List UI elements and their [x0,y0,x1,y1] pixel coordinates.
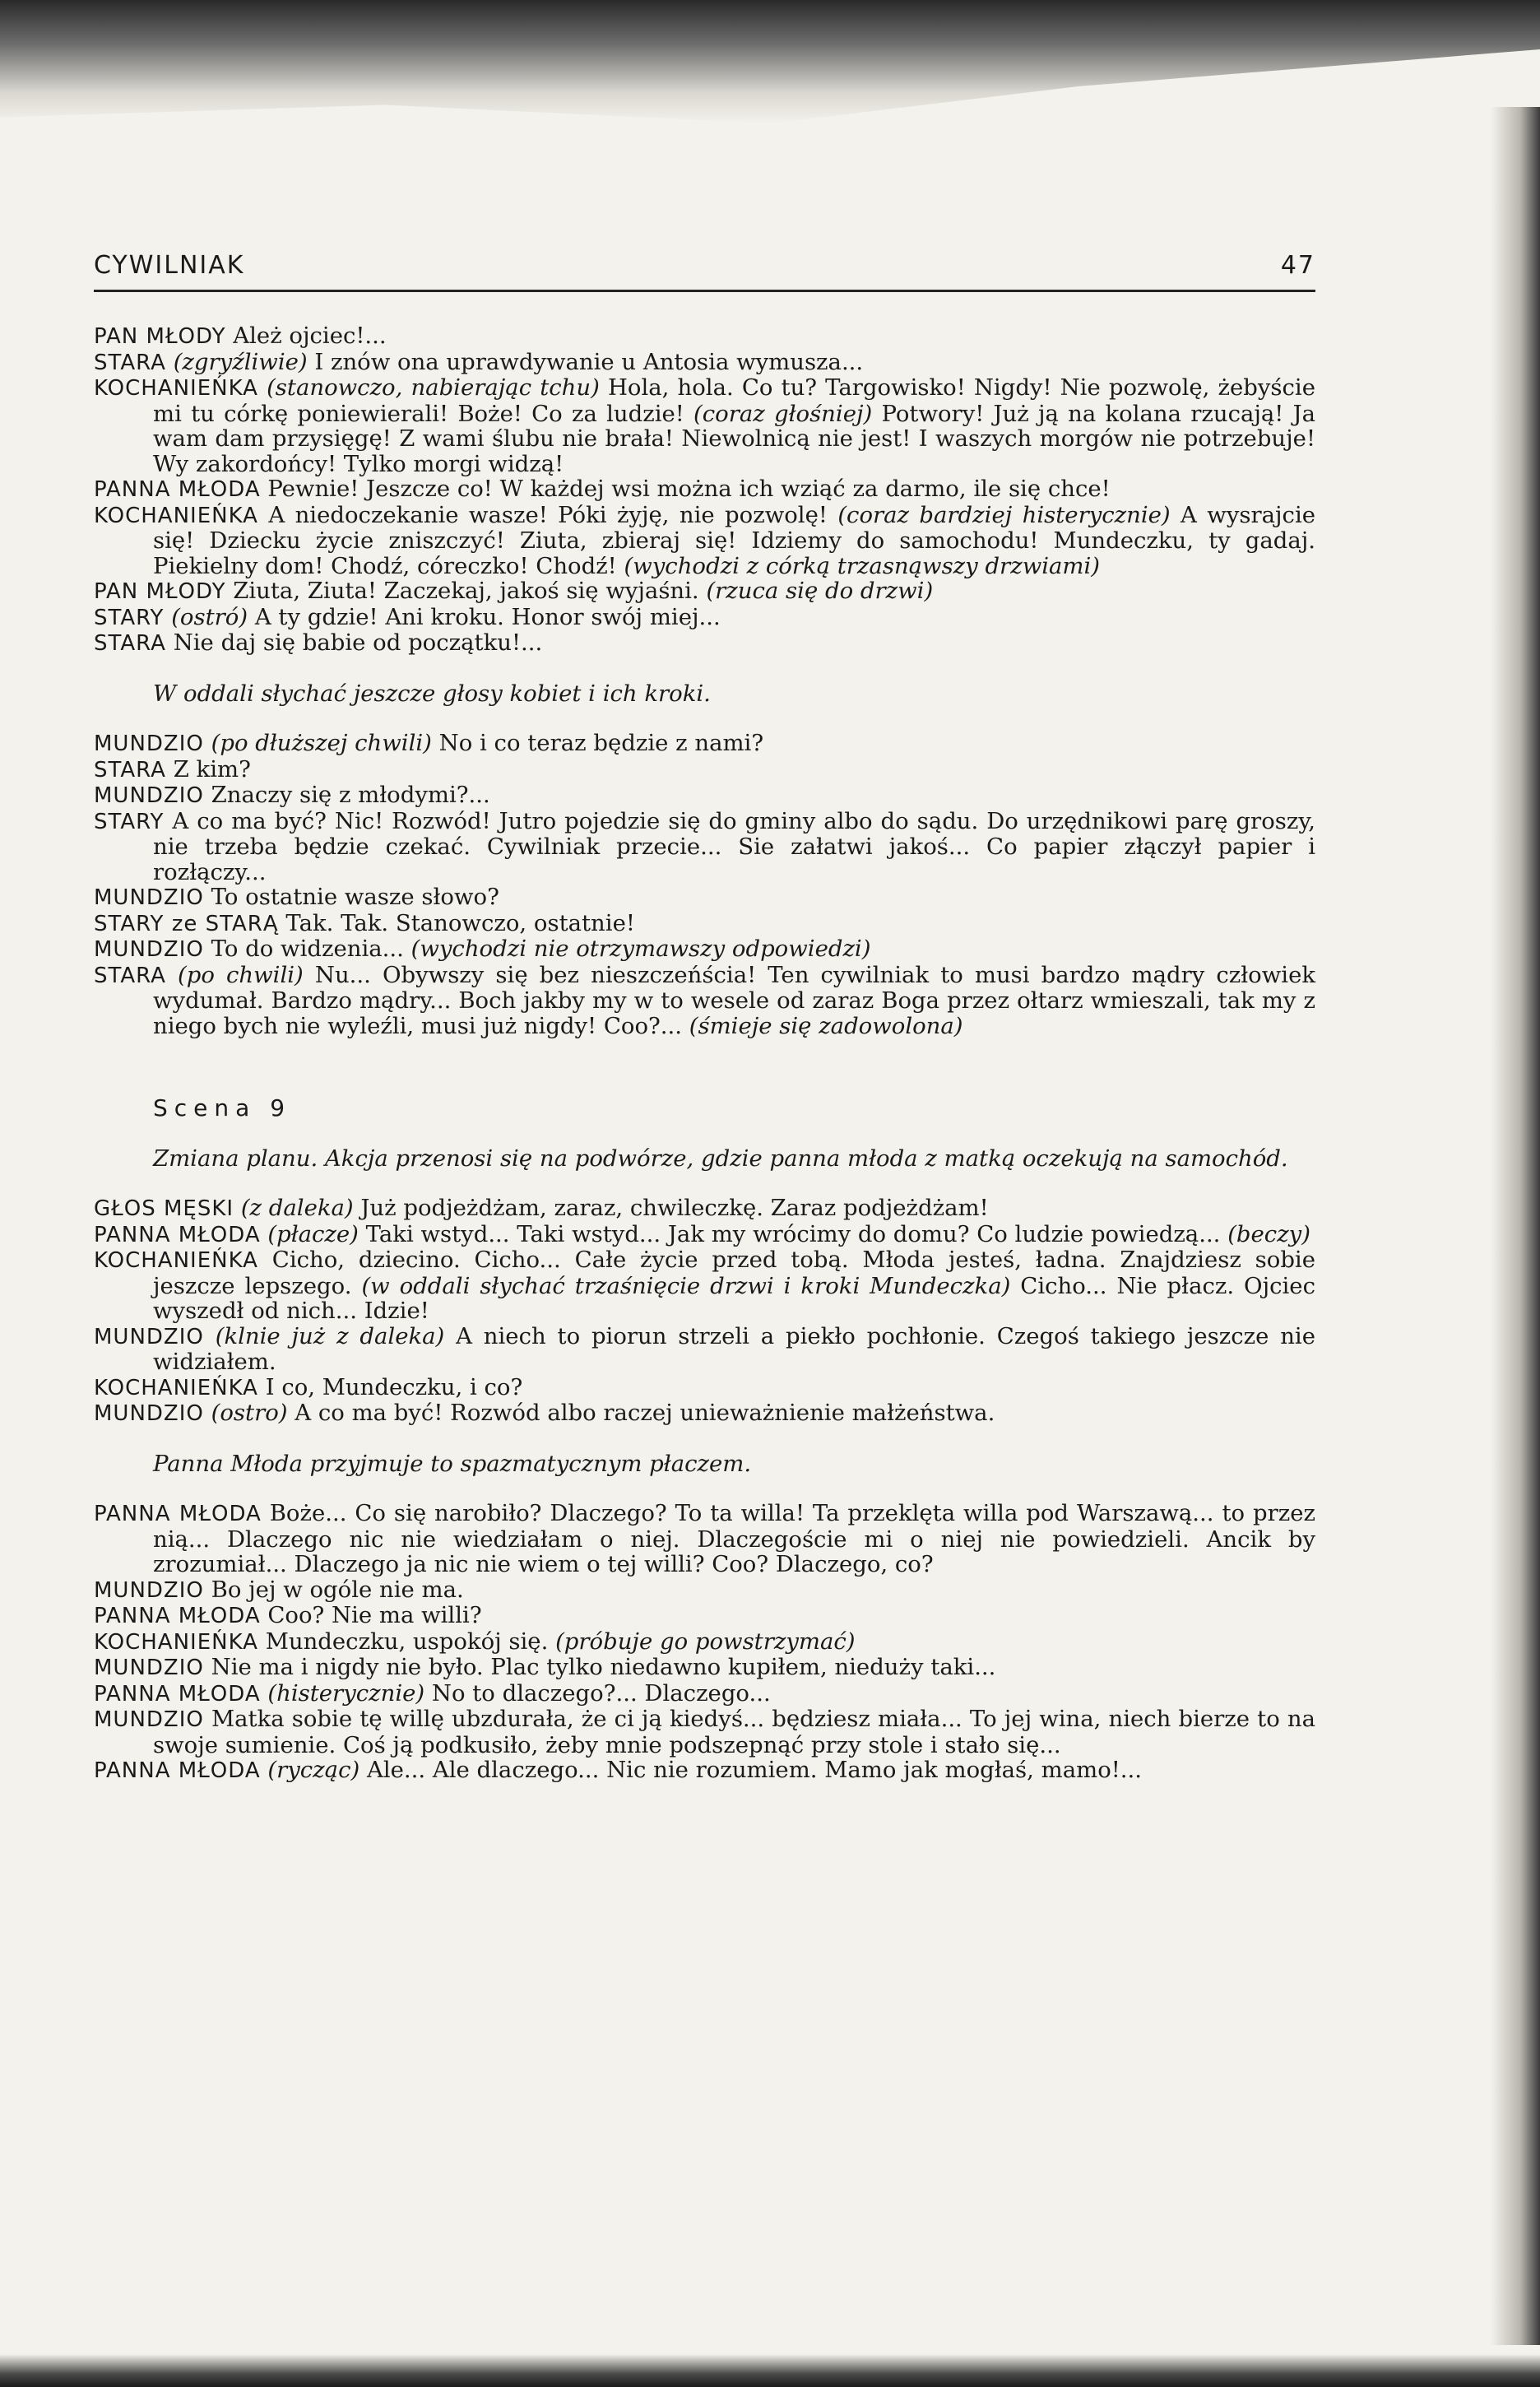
speaker-name: MUNDZIO [94,731,204,756]
dialogue-text: Ależ ojciec!... [233,323,387,349]
dialogue-line [94,1603,1315,1629]
dialogue-line [94,936,1315,963]
dialogue-text: Matka sobie tę willę ubzdurała, że ci ją kiedyś... będziesz miała... To jej wina, niech bierze to na swoje sumienie. Coś ją podkusiło, żeby mnie podszepnąć przy stole i stało się... [153,1706,1315,1758]
speaker-name: PANNA MŁODA [94,1758,261,1783]
speaker-name: PANNA MŁODA [94,1502,262,1526]
dialogue-line [94,630,1315,657]
dialogue-text: Hola, hola. Co tu? Targowisko! Nigdy! Nie pozwolę, żebyście mi tu córkę poniewierali! Boże! Co za ludzie! [153,374,1315,427]
dialogue-line [94,911,1315,937]
dialogue-text: A niedoczekanie wasze! Póki żyję, nie pozwolę! [268,501,828,528]
dialogue-text: Boże... Co się narobiło? Dlaczego? To ta willa! Ta przeklęta willa pod Warszawą... to przez nią... Dlaczego nic nie wiedziałam o niej. Dlaczegoście mi o niej nie powiedzieli. Ancik by zrozumiał... Dlaczego ja nic nie wiem o tej willi? Coo? Dlaczego, co? [153,1500,1315,1577]
dialogue-line [94,476,1315,503]
spacer [94,1427,1315,1451]
speaker-name: PANNA MŁODA [94,1604,261,1628]
dialogue-text: Nu... Obywszy się bez nieszczeńścia! Ten cywilniak to musi bardzo mądry człowiek wydumał. Bardzo mądry... Boch jakby my w to wesele od zaraz Boga przez ołtarz wmieszali, tak my z niego bych nie wyleźli, musi już nigdy! Coo?... [153,961,1316,1039]
dialogue-line [94,1222,1315,1248]
speaker-name: MUNDZIO [94,885,204,910]
stage-note: (coraz głośniej) [693,400,873,427]
dialogue-text: A wysrajcie się! Dziecku życie zniszczyć! Ziuta, zbieraj się! Idziemy do samochodu! Mundeczku, ty gadaj. Piekielny dom! Chodź, córeczko! Chodź! [153,501,1316,579]
spacer [94,1171,1315,1196]
scene-heading: Scena 9 [153,1094,292,1122]
dialogue-text: Coo? Nie ma willi? [267,1602,482,1628]
dialogue-text: Bo jej w ogóle nie ma. [211,1576,464,1603]
stage-note: (z daleka) [240,1195,354,1221]
dialogue-line [94,1375,1315,1401]
stage-direction: Panna Młoda przyjmuje to spazmatycznym płaczem. [153,1450,752,1477]
dialogue-text: A co ma być! Rozwód albo raczej unieważnienie małżeństwa. [295,1400,995,1426]
speaker-name: KOCHANIEŃKA [94,376,258,401]
dialogue-line [94,731,1315,757]
dialogue-line [94,375,1315,476]
dialogue-line [94,323,1315,350]
dialogue-text: No i co teraz będzie z nami? [438,730,764,756]
dialogue-line [94,1629,1315,1656]
spacer [94,657,1315,681]
dialogue-text: A niech to piorun strzeli a piekło pochłonie. Czegoś takiego jeszcze nie widziałem. [153,1322,1316,1375]
dialogue-text: Mundeczku, uspokój się. [265,1628,549,1655]
speaker-name: MUNDZIO [94,783,204,808]
dialogue-line [94,1324,1315,1375]
stage-note: (stanowczo, nabierając tchu) [267,374,600,401]
book-page [94,251,1315,1784]
dialogue-text: Cicho, dziecino. Cicho... Całe życie przed tobą. Młoda jesteś, ładna. Znajdziesz sobie jeszcze lepszego. [153,1247,1315,1299]
stage-note: (histerycznie) [267,1679,425,1707]
dialogue-text: Nie ma i nigdy nie było. Plac tylko niedawno kupiłem, nieduży taki... [211,1654,996,1680]
dialogue-text: Już podjeżdżam, zaraz, chwileczkę. Zaraz podjeżdżam! [360,1195,989,1221]
speaker-name: PANNA MŁODA [94,1681,261,1707]
stage-note: (coraz bardziej histerycznie) [837,501,1171,528]
dialogue-line [94,1758,1315,1784]
dialogue-text: Znaczy się z młodymi?... [211,782,490,808]
speaker-name: PAN MŁODY [94,579,226,604]
scan-edge-bottom [0,2354,1540,2387]
stage-note: (wychodzi z córką trzasnąwszy drzwiami) [624,552,1101,579]
speaker-name: KOCHANIEŃKA [94,1248,258,1273]
speaker-name: MUNDZIO [94,937,204,962]
running-title: CYWILNIAK [94,251,245,280]
speaker-name: PANNA MŁODA [94,477,261,502]
running-header [94,251,1315,292]
dialogue-text: I co, Mundeczku, i co? [265,1373,523,1400]
dialogue-text: Ziuta, Ziuta! Zaczekaj, jakoś się wyjaśni. [233,578,699,604]
dialogue-text: To ostatnie wasze słowo? [211,884,499,910]
dialogue-text: Nie daj się babie od początku!... [173,629,543,656]
spacer [94,1122,1315,1146]
speaker-name: MUNDZIO [94,1707,204,1732]
speaker-name: GŁOS MĘSKI [94,1196,234,1221]
speaker-name: KOCHANIEŃKA [94,1629,258,1655]
stage-note: (w oddali słychać trzaśnięcie drzwi i kroki Mundeczka) [361,1272,1011,1299]
stage-note: (rycząc) [267,1757,360,1783]
scan-edge-top [0,0,1540,123]
speaker-name: STARA [94,350,166,375]
speaker-name: STARA [94,963,166,988]
dialogue-line [94,809,1315,885]
dialogue-text: No to dlaczego?... Dlaczego... [431,1679,771,1707]
stage-direction: W oddali słychać jeszcze głosy kobiet i ich kroki. [153,680,711,707]
dialogue-line [94,1247,1315,1324]
spacer [94,1038,1315,1096]
dialogue-text: Taki wstyd... Taki wstyd... Jak my wrócimy do domu? Co ludzie powiedzą... [365,1220,1221,1247]
speaker-name: STARA [94,631,166,656]
dialogue-line [94,503,1315,579]
speaker-name: STARY ze STARĄ [94,911,279,936]
dialogue-line [94,963,1315,1039]
scan-edge-right [1491,107,1540,2345]
stage-note: (klnie już z daleka) [215,1322,445,1349]
dialogue-line [94,885,1315,911]
dialogue-line [94,1681,1315,1707]
stage-direction: Zmiana planu. Akcja przenosi się na podwórze, gdzie panna młoda z matką oczekują na samochód. [153,1145,1288,1172]
dialogue-line [94,783,1315,809]
stage-note: (śmieje się zadowolona) [689,1012,963,1039]
stage-note: (ostró) [171,603,248,630]
dialogue-text: A ty gdzie! Ani kroku. Honor swój miej... [254,603,721,630]
stage-note: (próbuje go powstrzymać) [555,1628,856,1655]
dialogue-line [94,350,1315,376]
dialogue-text: A co ma być? Nic! Rozwód! Jutro pojedzie się do gminy albo do sądu. Do urzędnikowi parę groszy, nie trzeba będzie czekać. Cywilniak przecie... Sie załatwi jakoś... Co papier złączył papier i rozłączy... [153,807,1315,885]
speaker-name: STARY [94,809,165,834]
speaker-name: MUNDZIO [94,1656,204,1680]
stage-note: (zgryźliwie) [173,348,308,375]
speaker-name: STARY [94,605,165,630]
stage-note: (rzuca się do drzwi) [706,578,934,604]
dialogue-line [94,1577,1315,1604]
dialogue-line [94,1501,1315,1577]
play-text [94,323,1315,1784]
speaker-name: KOCHANIEŃKA [94,503,258,528]
spacer [94,1476,1315,1501]
dialogue-line [94,757,1315,783]
dialogue-text: Potwory! Już ją na kolana rzucają! Ja wam dam przysięgę! Z wami ślubu nie brała! Niewolnicą nie jest! I waszych morgów nie potrzebuje! Wy zakordońcy! Tylko morgi widzą! [153,400,1315,477]
dialogue-text: Tak. Tak. Stanowczo, ostatnie! [285,909,635,936]
dialogue-line [94,605,1315,631]
dialogue-text: I znów ona uprawdywanie u Antosia wymusza... [314,348,864,375]
speaker-name: MUNDZIO [94,1577,204,1603]
page-number: 47 [1280,251,1315,280]
speaker-name: STARA [94,757,166,783]
dialogue-line [94,1655,1315,1681]
stage-note: (ostro) [211,1400,288,1426]
stage-note: (płacze) [267,1220,359,1247]
dialogue-text: To do widzenia... [211,936,404,962]
speaker-name: MUNDZIO [94,1324,204,1349]
dialogue-text: Cicho... Nie płacz. Ojciec wyszedł od nich... Idzie! [153,1272,1315,1324]
dialogue-line [94,1707,1315,1758]
dialogue-text: Ale... Ale dlaczego... Nic nie rozumiem. Mamo jak mogłaś, mamo!... [366,1757,1143,1783]
dialogue-text: Pewnie! Jeszcze co! W każdej wsi można ich wziąć za darmo, ile się chce! [267,476,1111,502]
dialogue-line [94,578,1315,605]
spacer [94,706,1315,731]
speaker-name: PAN MŁODY [94,324,226,349]
dialogue-line [94,1196,1315,1222]
dialogue-line [94,1400,1315,1427]
stage-note: (po dłuższej chwili) [211,730,432,756]
speaker-name: KOCHANIEŃKA [94,1375,258,1400]
speaker-name: MUNDZIO [94,1401,204,1426]
stage-note: (beczy) [1227,1220,1310,1247]
stage-note: (wychodzi nie otrzymawszy odpowiedzi) [411,936,871,962]
dialogue-text: Z kim? [173,755,251,783]
stage-note: (po chwili) [178,961,304,988]
speaker-name: PANNA MŁODA [94,1222,261,1247]
